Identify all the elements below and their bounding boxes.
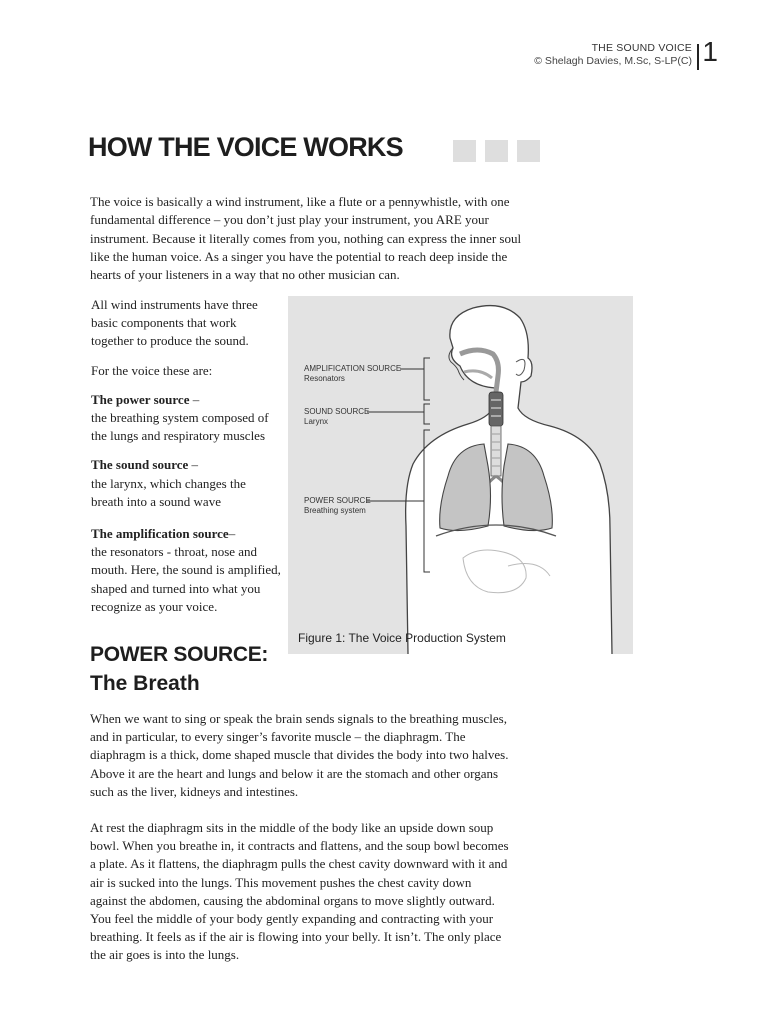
body-paragraph-1: When we want to sing or speak the brain sends signals to the breathing muscles, and in particular, to every singer’s favorite muscle – the diaphragm. The diaphragm is a thick, dome shaped muscle that divides the body into two halves. Above it are the heart and lungs and below it are the stomach and other organs such as the liver, kidneys and intestines.	[90, 711, 509, 799]
figure-label-sound: SOUND SOURCE Larynx	[304, 407, 370, 426]
sound-source-title: The sound source	[91, 457, 189, 473]
voice-production-figure	[288, 296, 633, 654]
sound-source-item: The sound source – the larynx, which changes the breath into a sound wave	[91, 457, 246, 509]
author-credit: © Shelagh Davies, M.Sc, S-LP(C)	[534, 55, 692, 67]
page-number: 1	[702, 36, 718, 67]
body-paragraph-2: At rest the diaphragm sits in the middle of the body like an upside down soup bowl. When you breathe in, it contracts and flattens, and the soup bowl becomes a plate. As it flattens, the diaphragm pulls the chest cavity downward with it and air is sucked into the lungs. This movement pushes the chest cavity down against the abdomen, causing the abdominal organs to move slightly outward. You feel the middle of your body gently expanding and contracting with your breathing. It feels as if the air is flowing into your belly. It isn’t. The only place the air goes is into the lungs.	[90, 820, 509, 963]
intro-paragraph: The voice is basically a wind instrument, like a flute or a pennywhistle, with one fundamental difference – you don’t just play your instrument, you ARE your instrument. Because it literally comes from you, nothing can express the inner soul like the human voice. As a singer you have the potential to reach deep inside the hearts of your listeners in a way that no other musician can.	[90, 194, 522, 283]
figure-label-power: POWER SOURCE Breathing system	[304, 496, 371, 515]
decor-square	[517, 140, 540, 162]
decor-square	[485, 140, 508, 162]
power-source-item: The power source – the breathing system composed of the lungs and respiratory muscles	[91, 391, 269, 444]
section-heading	[90, 640, 268, 698]
amplification-source-desc: the resonators - throat, nose and mouth. Here, the sound is amplified, shaped and turned into what you recognize as your voice.	[91, 544, 281, 614]
title-decoration	[453, 140, 540, 162]
amplification-source-item: The amplification source– the resonators - throat, nose and mouth. Here, the sound is amplified, shaped and turned into what you recognize as your voice.	[91, 526, 281, 614]
power-source-title: The power source	[91, 391, 190, 407]
section-heading-line1: POWER SOURCE:	[90, 643, 269, 666]
page-title: HOW THE VOICE WORKS	[88, 132, 403, 162]
decor-square	[453, 140, 476, 162]
components-column	[91, 296, 281, 616]
figure-label-amplification: AMPLIFICATION SOURCE Resonators	[304, 364, 402, 383]
series-title: THE SOUND VOICE	[591, 42, 692, 54]
running-header	[534, 42, 692, 67]
figure-caption: Figure 1: The Voice Production System	[298, 631, 506, 645]
sound-source-desc: the larynx, which changes the breath into a sound wave	[91, 475, 246, 509]
amplification-source-title: The amplification source	[91, 526, 229, 542]
components-for-voice: For the voice these are:	[91, 362, 213, 378]
header-divider	[697, 44, 699, 70]
anatomy-illustration	[288, 296, 633, 654]
section-heading-line2: The Breath	[90, 672, 200, 695]
power-source-desc: the breathing system composed of the lungs and respiratory muscles	[91, 410, 269, 444]
components-lead: All wind instruments have three basic components that work together to produce the sound.	[91, 297, 258, 349]
